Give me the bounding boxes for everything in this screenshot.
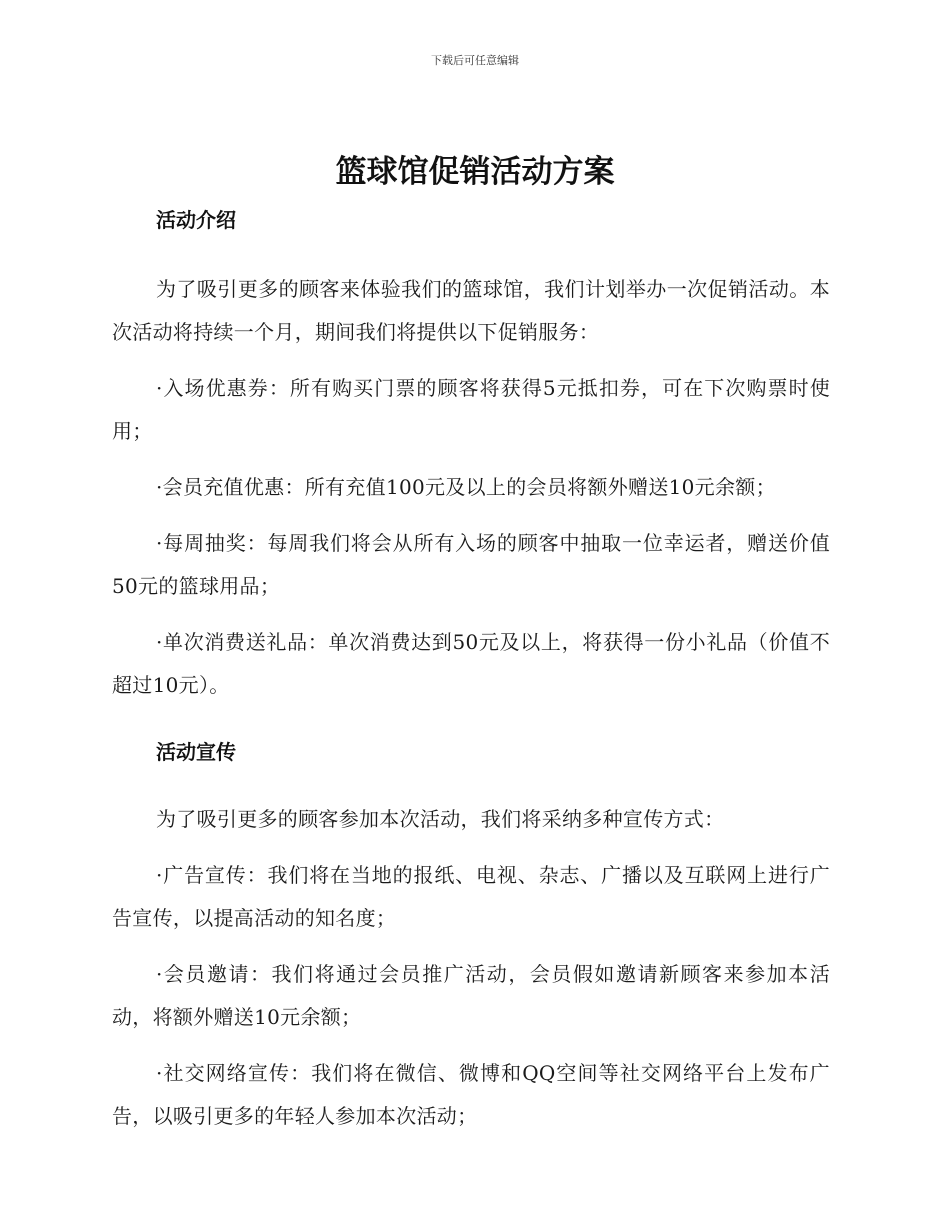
page-header-note: 下载后可任意编辑 xyxy=(431,54,519,67)
bullet-item: ·会员充值优惠：所有充值100元及以上的会员将额外赠送10元余额； xyxy=(156,475,776,499)
bullet-item: ·每周抽奖：每周我们将会从所有入场的顾客中抽取一位幸运者，赠送价值50元的篮球用品； xyxy=(112,531,830,598)
section-intro-paragraph: 为了吸引更多的顾客来体验我们的篮球馆，我们计划举办一次促销活动。本次活动将持续一个月，期间我们将提供以下促销服务： xyxy=(112,277,830,344)
section-heading: 活动介绍 xyxy=(156,208,236,232)
section-heading: 活动宣传 xyxy=(156,740,236,764)
bullet-item: ·入场优惠券：所有购买门票的顾客将获得5元抵扣券，可在下次购票时使用； xyxy=(112,376,830,443)
section-activity-promotion xyxy=(112,738,830,1138)
section-activity-intro xyxy=(112,206,830,707)
bullet-item: ·社交网络宣传：我们将在微信、微博和QQ空间等社交网络平台上发布广告，以吸引更多的年轻人参加本次活动； xyxy=(112,1061,830,1128)
document-title: 篮球馆促销活动方案 xyxy=(335,154,615,190)
section-intro-paragraph: 为了吸引更多的顾客参加本次活动，我们将采纳多种宣传方式： xyxy=(156,807,725,831)
document-body xyxy=(112,199,830,1138)
bullet-item: ·会员邀请：我们将通过会员推广活动，会员假如邀请新顾客来参加本活动，将额外赠送10元余额； xyxy=(112,962,830,1029)
bullet-item: ·单次消费送礼品：单次消费达到50元及以上，将获得一份小礼品（价值不超过10元）。 xyxy=(112,630,830,697)
bullet-item: ·广告宣传：我们将在当地的报纸、电视、杂志、广播以及互联网上进行广告宣传，以提高活动的知名度； xyxy=(112,863,830,930)
